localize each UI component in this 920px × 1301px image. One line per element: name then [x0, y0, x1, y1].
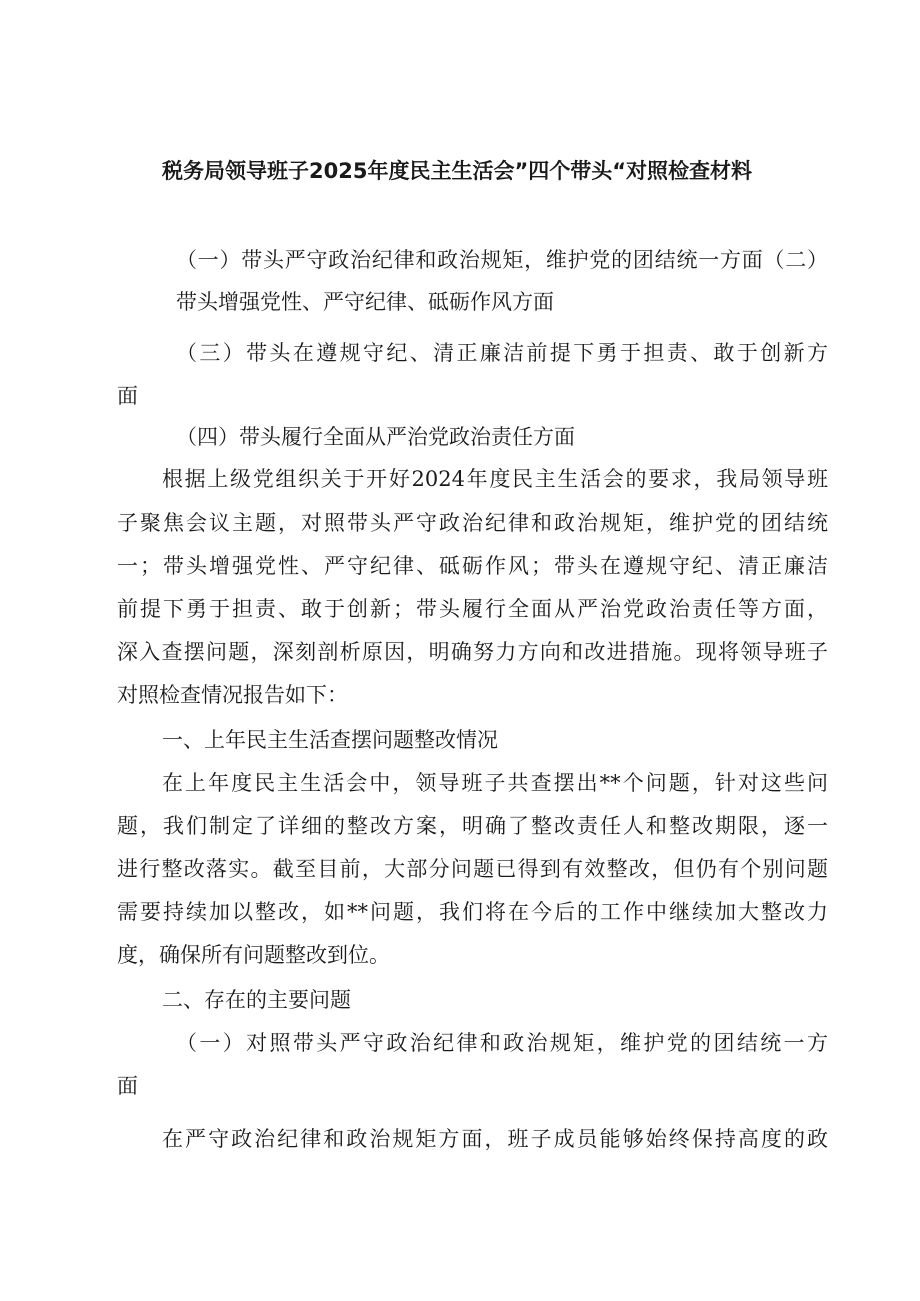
toc-line-3: （三）带头在遵规守纪、清正廉洁前提下勇于担责、敢于创新方	[176, 341, 828, 365]
toc-line-2: 带头增强党性、严守纪律、砥砺作风方面	[176, 290, 554, 314]
section2-sub1-line-2: 面	[117, 1074, 138, 1098]
section1-line-2: 题，我们制定了详细的整改方案，明确了整改责任人和整改期限，逐一	[117, 814, 828, 838]
toc-line-4: 面	[117, 384, 138, 408]
section1-heading: 一、上年民主生活查摆问题整改情况	[162, 728, 498, 752]
section2-sub1-line-1: （一）对照带头严守政治纪律和政治规矩，维护党的团结统一方	[176, 1031, 828, 1055]
section1-line-1: 在上年度民主生活会中，领导班子共查摆出**个问题，针对这些问	[162, 771, 828, 795]
section1-line-4: 需要持续加以整改，如**问题，我们将在今后的工作中继续加大整改力	[117, 900, 828, 924]
intro-line-4: 前提下勇于担责、敢于创新；带头履行全面从严治党政治责任等方面，	[117, 597, 828, 621]
intro-line-3: 一；带头增强党性、严守纪律、砥砺作风；带头在遵规守纪、清正廉洁	[117, 554, 828, 578]
section2-paragraph-line-1: 在严守政治纪律和政治规矩方面，班子成员能够始终保持高度的政	[162, 1127, 828, 1151]
section2-heading: 二、存在的主要问题	[162, 988, 351, 1012]
intro-line-5: 深入查摆问题，深刻剖析原因，明确努力方向和改进措施。现将领导班子	[117, 640, 828, 664]
intro-line-1: 根据上级党组织关于开好2024年度民主生活会的要求，我局领导班	[162, 467, 828, 491]
toc-line-1: （一）带头严守政治纪律和政治规矩，维护党的团结统一方面（二）	[176, 248, 828, 272]
section1-line-3: 进行整改落实。截至目前，大部分问题已得到有效整改，但仍有个别问题	[117, 857, 828, 881]
section1-line-5: 度，确保所有问题整改到位。	[117, 943, 390, 967]
intro-line-2: 子聚焦会议主题，对照带头严守政治纪律和政治规矩，维护党的团结统	[117, 511, 828, 535]
document-title: 税务局领导班子2025年度民主生活会”四个带头“对照检查材料	[162, 159, 753, 183]
intro-line-6: 对照检查情况报告如下：	[117, 683, 348, 707]
toc-line-5: （四）带头履行全面从严治党政治责任方面	[176, 425, 575, 449]
